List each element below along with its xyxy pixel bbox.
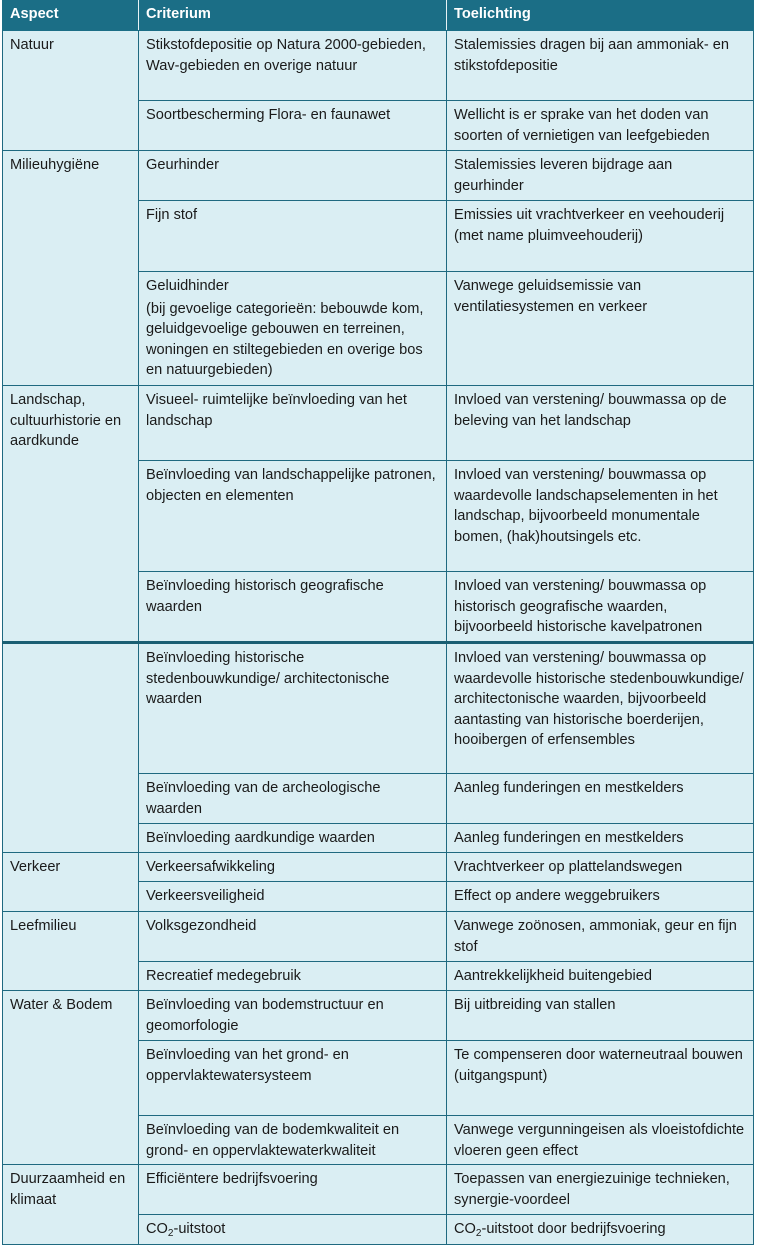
toelichting-cell: Invloed van verstening/ bouwmassa op waardevolle landschapselementen in het landschap, bijvoorbeeld monumentale bomen, (hak)houtsingels etc. <box>447 461 754 572</box>
table-row <box>3 912 754 962</box>
toelichting-cell: Aanleg funderingen en mestkelders <box>447 824 754 853</box>
toelichting-cell: Aanleg funderingen en mestkelders <box>447 774 754 824</box>
criterium-note: (bij gevoelige categorieën: bebouwde kom, geluidgevoelige gebouwen en terreinen, woningen en stiltegebieden en overige bos en natuurgebieden) <box>146 300 424 378</box>
criterium-cell: Beïnvloeding van de bodemkwaliteit en grond- en oppervlaktewaterkwaliteit <box>139 1116 447 1165</box>
criterium-cell: Verkeersveiligheid <box>139 882 447 912</box>
criterium-cell: Beïnvloeding historische stedenbouwkundige/ architectonische waarden <box>139 643 447 774</box>
header-toelichting: Toelichting <box>447 1 754 31</box>
toelichting-cell: Effect op andere weggebruikers <box>447 882 754 912</box>
co2-suffix: -uitstoot <box>173 1221 226 1237</box>
header-aspect: Aspect <box>3 1 139 31</box>
toelichting-cell: Vanwege vergunningeisen als vloeistofdichte vloeren geen effect <box>447 1116 754 1165</box>
criterium-cell: Volksgezondheid <box>139 912 447 962</box>
criterium-cell: Beïnvloeding aardkundige waarden <box>139 824 447 853</box>
toelichting-cell: Aantrekkelijkheid buitengebied <box>447 962 754 991</box>
toelichting-cell: Invloed van verstening/ bouwmassa op de beleving van het landschap <box>447 386 754 461</box>
table-header <box>3 1 754 31</box>
criterium-cell: Geurhinder <box>139 151 447 201</box>
criterium-cell: Recreatief medegebruik <box>139 962 447 991</box>
criterium-cell: Beïnvloeding historisch geografische waarden <box>139 572 447 643</box>
criterium-cell: Beïnvloeding van de archeologische waarden <box>139 774 447 824</box>
toelichting-cell: Te compenseren door waterneutraal bouwen (uitgangspunt) <box>447 1041 754 1116</box>
table-row <box>3 853 754 882</box>
co2-text: CO <box>454 1221 476 1237</box>
aspect-cell: Verkeer <box>3 853 139 912</box>
criterium-cell: Beïnvloeding van bodemstructuur en geomorfologie <box>139 991 447 1041</box>
table-row <box>3 643 754 774</box>
co2-text: CO <box>146 1221 168 1237</box>
aspect-cell: Duurzaamheid en klimaat <box>3 1165 139 1245</box>
subscript-2: 2 <box>167 1228 174 1239</box>
header-criterium: Criterium <box>139 1 447 31</box>
table-row <box>3 1165 754 1215</box>
table-row <box>3 991 754 1041</box>
aspect-cell: Milieuhygiëne <box>3 151 139 386</box>
subscript-2: 2 <box>475 1228 482 1239</box>
header-row <box>3 1 754 31</box>
toelichting-cell: Emissies uit vrachtverkeer en veehouderij (met name pluimveehouderij) <box>447 201 754 272</box>
table-row <box>3 31 754 101</box>
table-row <box>3 151 754 201</box>
aspect-cell <box>3 643 139 853</box>
aspect-cell: Natuur <box>3 31 139 151</box>
criterium-cell: Efficiëntere bedrijfsvoering <box>139 1165 447 1215</box>
toelichting-cell: Vanwege geluidsemissie van ventilatiesystemen en verkeer <box>447 272 754 386</box>
table-row <box>3 386 754 461</box>
toelichting-cell: Stalemissies leveren bijdrage aan geurhinder <box>447 151 754 201</box>
criterium-cell: Fijn stof <box>139 201 447 272</box>
toelichting-cell: Vanwege zoönosen, ammoniak, geur en fijn stof <box>447 912 754 962</box>
aspect-cell: Landschap, cultuurhistorie en aardkunde <box>3 386 139 643</box>
aspect-cell: Leefmilieu <box>3 912 139 991</box>
co2-suffix: -uitstoot door bedrijfsvoering <box>481 1221 666 1237</box>
toelichting-cell: Stalemissies dragen bij aan ammoniak- en stikstofdepositie <box>447 31 754 101</box>
table-body <box>3 31 754 1245</box>
criterium-cell <box>139 272 447 386</box>
toelichting-cell: Toepassen van energiezuinige technieken, synergie-voordeel <box>447 1165 754 1215</box>
criterium-cell: Stikstofdepositie op Natura 2000-gebieden, Wav-gebieden en overige natuur <box>139 31 447 101</box>
criteria-table <box>2 0 754 1245</box>
criterium-cell: Beïnvloeding van het grond- en oppervlaktewatersysteem <box>139 1041 447 1116</box>
criterium-cell: Verkeersafwikkeling <box>139 853 447 882</box>
toelichting-cell: Bij uitbreiding van stallen <box>447 991 754 1041</box>
criterium-cell: Soortbescherming Flora- en faunawet <box>139 101 447 151</box>
criterium-cell: Beïnvloeding van landschappelijke patronen, objecten en elementen <box>139 461 447 572</box>
toelichting-cell: Invloed van verstening/ bouwmassa op historisch geografische waarden, bijvoorbeeld historische kavelpatronen <box>447 572 754 643</box>
toelichting-cell <box>447 1215 754 1245</box>
criterium-text: Geluidhinder <box>146 278 229 294</box>
toelichting-cell: Wellicht is er sprake van het doden van soorten of vernietigen van leefgebieden <box>447 101 754 151</box>
criterium-cell: Visueel- ruimtelijke beïnvloeding van het landschap <box>139 386 447 461</box>
aspect-cell: Water & Bodem <box>3 991 139 1165</box>
criterium-cell <box>139 1215 447 1245</box>
toelichting-cell: Invloed van verstening/ bouwmassa op waardevolle historische stedenbouwkundige/ architectonische waarden, bijvoorbeeld aantasting van historische boerderijen, hooibergen of erfensembles <box>447 643 754 774</box>
toelichting-cell: Vrachtverkeer op plattelandswegen <box>447 853 754 882</box>
